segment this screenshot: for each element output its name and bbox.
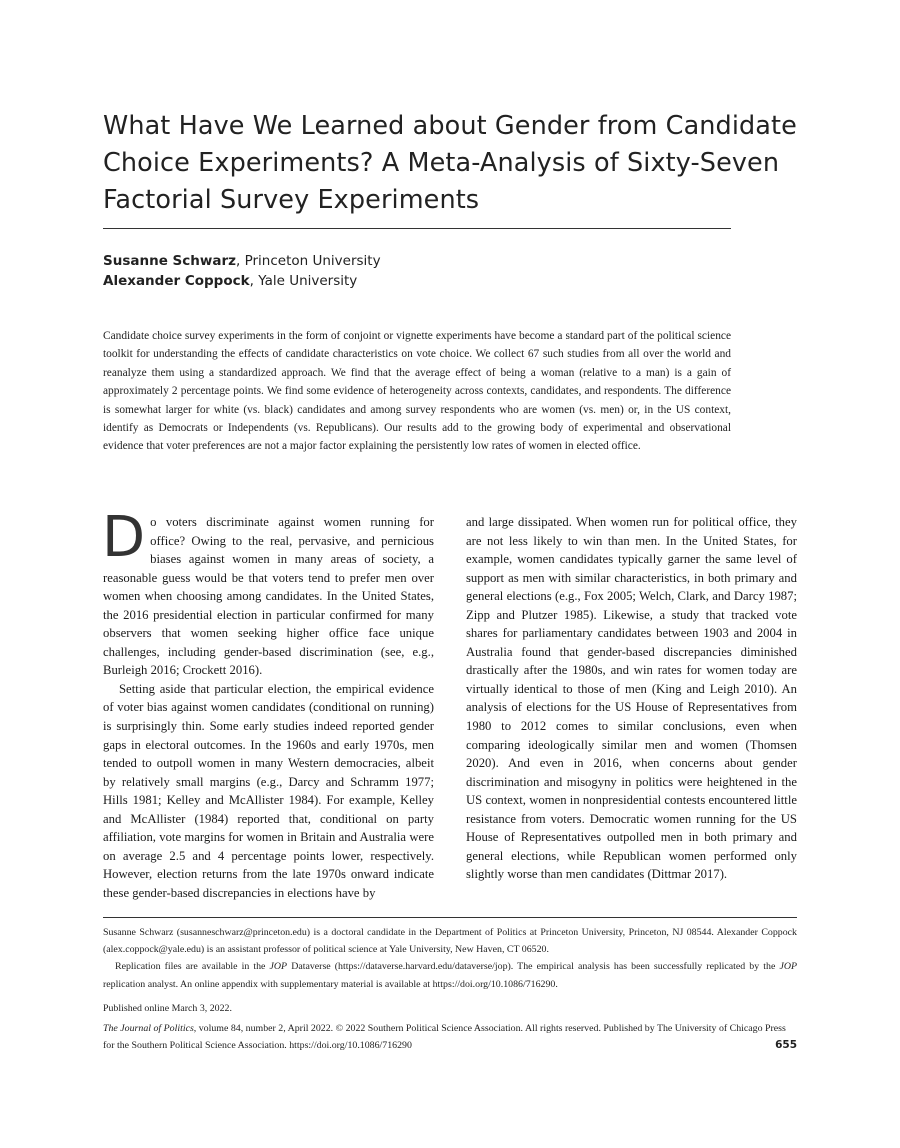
body-paragraph: Setting aside that particular election, the empirical evidence of voter bias against women candidates (conditional on running) is surprisingly thin. Some early studies indeed reported gender gaps in electoral outcomes. In the 1960s and early 1970s, men tended to outpoll women in many Western democracies, albeit by relatively small margins (e.g., Darcy and Schramm 1977; Hills 1981; Kelley and McAllister 1984). For example, Kelley and McAllister (1984) reported that, conditional on party affiliation, vote margins for women in Britain and Australia were on average 2.5 and 4 percentage points lower, respectively. However, election returns from the late 1970s onward indicate these gender-based discrepancies in elections have by <box>103 681 434 900</box>
author-affiliation: , Princeton University <box>236 253 381 269</box>
author-name: Susanne Schwarz <box>103 253 236 269</box>
journal-abbrev: JOP <box>779 961 797 973</box>
abstract: Candidate choice survey experiments in the form of conjoint or vignette experiments have become a standard part of the political science toolkit for understanding the effects of candidate characteristics on vote choice. We collect 67 such studies from all over the world and reanalyze them using a standardized approach. We find that the average effect of being a woman (relative to a man) is a gain of approximately 2 percentage points. We find some evidence of heterogeneity across contexts, candidates, and respondents. The difference is somewhat larger for white (vs. black) candidates and among survey respondents who are women (vs. men) or, in the US context, identify as Democrats or Independents (vs. Republicans). Our results add to the growing body of experimental and observational evidence that voter preferences are not a major factor explaining the persistently low rates of women in elected office. <box>103 330 731 453</box>
author-name: Alexander Coppock <box>103 272 250 289</box>
replication-text: Replication files are available in the <box>115 961 270 973</box>
title-divider <box>103 228 731 229</box>
journal-name: The Journal of Politics <box>103 1023 194 1034</box>
author-note: Susanne Schwarz (susanneschwarz@princeton.edu) is a doctoral candidate in the Department of Politics at Princeton University, Princeton, NJ 08544. Alexander Coppock (alex.coppock@yale.edu) is an assistant professor of political science at Yale University, New Haven, CT 06520. <box>103 927 797 956</box>
body-column-right <box>466 513 797 884</box>
author-affiliation: , Yale University <box>249 272 358 289</box>
author-line <box>103 272 381 292</box>
page-number: 655 <box>775 1039 797 1051</box>
body-column-left <box>102 505 434 902</box>
body-paragraph <box>102 505 434 680</box>
drop-cap: D <box>102 505 146 570</box>
journal-citation <box>103 1020 797 1054</box>
author-line <box>103 252 381 272</box>
published-date: Published online March 3, 2022. <box>103 1003 232 1014</box>
body-paragraph: and large dissipated. When women run for political office, they are not less likely to win than men. In the United States, for example, women candidates typically garner the same level of support as men with similar characteristics, in both primary and general elections (e.g., Fox 2005; Welch, Clark, and Darcy 1987; Zipp and Plutzer 1985). Likewise, a study that tracked vote shares for parliamentary candidates between 1903 and 2004 in Australia found that gender-based discrepancies diminished drastically after the 1980s, and win rates for women today are virtually identical to those of men (King and Leigh 2010). An analysis of elections for the US House of Representatives from 1980 to 2012 comes to similar conclusions, even when comparing ideologically similar men and women (Thomsen 2020). And even in 2016, when concerns about gender discrimination and misogyny in politics were heightened in the US context, women in nonpresidential contests encountered little resistance from voters. Democratic women running for the US House of Representatives outpolled men in both primary and general elections, while Republican women performed only slightly worse than men candidates (Dittmar 2017). <box>466 515 797 882</box>
replication-text: Dataverse (https://dataverse.harvard.edu/dataverse/jop). The empirical analysis has been successfully replicated by the <box>287 961 780 973</box>
footnote-divider <box>103 917 797 918</box>
author-list <box>103 252 381 291</box>
replication-note <box>103 958 797 992</box>
journal-abbrev: JOP <box>269 961 288 973</box>
journal-details: , volume 84, number 2, April 2022. © 2022 Southern Political Science Association. All rights reserved. Published by The University of Chicago Press for the Southern Political Science Association. https://doi.org/10.1086/716290 <box>103 1023 786 1052</box>
replication-text: replication analyst. An online appendix with supplementary material is available at https://doi.org/10.1086/716290. <box>103 978 558 990</box>
paragraph-text: o voters discriminate against women running for office? Owing to the real, pervasive, and pernicious biases against women in many areas of society, a reasonable guess would be that voters tend to prefer men over women when choosing among candidates. In the United States, the 2016 presidential election in particular confirmed for many observers that women seeking higher office face unique challenges, including gender-based discrimination (see, e.g., Burleigh 2016; Crockett 2016). <box>103 515 434 678</box>
article-title: What Have We Learned about Gender from Candidate Choice Experiments? A Meta-Analysis of Sixty-Seven Factorial Survey Experiments <box>103 111 797 215</box>
footnotes <box>103 924 797 993</box>
